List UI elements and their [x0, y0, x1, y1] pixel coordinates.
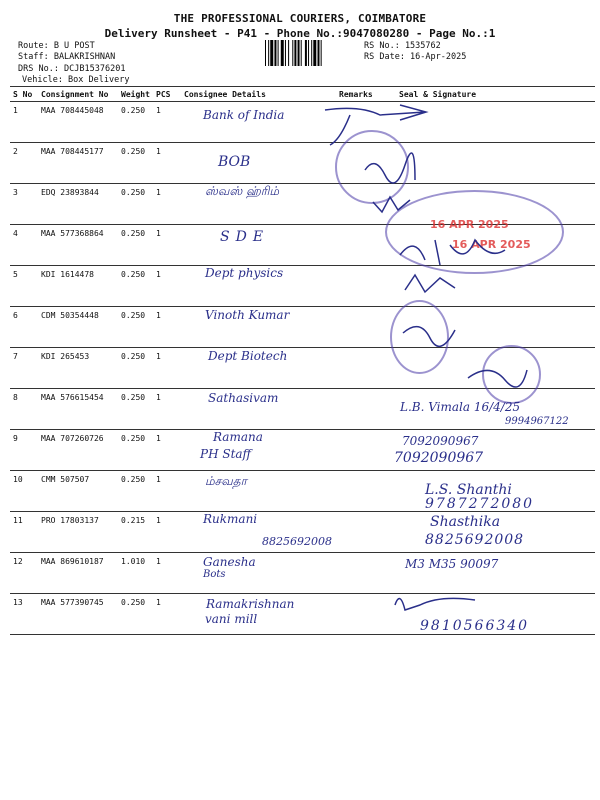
consignee-hw: Ramana	[213, 430, 263, 444]
cell-seal-signature	[396, 102, 595, 143]
cell-consignment: KDI 1614478	[38, 266, 118, 307]
cell-seal-signature	[396, 594, 595, 635]
cell-pcs: 1	[153, 430, 181, 471]
consignee-hw: 8825692008	[262, 535, 332, 548]
cell-consignment: MAA 577368864	[38, 225, 118, 266]
cell-sno: 6	[10, 307, 38, 348]
cell-consignee	[181, 348, 336, 389]
signature-hw: 7092090967	[394, 450, 484, 466]
rs-date: RS Date: 16-Apr-2025	[364, 52, 467, 62]
cell-weight: 0.250	[118, 225, 153, 266]
stamp-date: 16 APR 2025	[452, 238, 531, 251]
col-sno: S No	[10, 87, 38, 102]
table-row	[10, 266, 595, 307]
cell-consignment: KDI 265453	[38, 348, 118, 389]
cell-seal-signature	[396, 348, 595, 389]
cell-weight: 0.250	[118, 143, 153, 184]
cell-consignment: MAA 869610187	[38, 553, 118, 594]
cell-remarks	[336, 266, 396, 307]
table-row	[10, 594, 595, 635]
consignee-hw: Dept Biotech	[208, 349, 288, 363]
table-row	[10, 553, 595, 594]
barcode	[265, 40, 360, 66]
cell-weight: 0.250	[118, 348, 153, 389]
cell-weight: 0.250	[118, 266, 153, 307]
cell-weight: 0.250	[118, 102, 153, 143]
cell-pcs: 1	[153, 348, 181, 389]
cell-sno: 4	[10, 225, 38, 266]
col-consignment: Consignment No	[38, 87, 118, 102]
cell-sno: 8	[10, 389, 38, 430]
cell-consignee	[181, 225, 336, 266]
cell-pcs: 1	[153, 389, 181, 430]
cell-pcs: 1	[153, 512, 181, 553]
table-row	[10, 471, 595, 512]
consignee-hw: vani mill	[205, 612, 258, 626]
signature-hw: 9787272080	[425, 496, 535, 512]
cell-remarks	[336, 225, 396, 266]
cell-weight: 0.250	[118, 307, 153, 348]
cell-weight: 0.250	[118, 389, 153, 430]
table-row	[10, 430, 595, 471]
table-row	[10, 102, 595, 143]
col-remarks: Remarks	[336, 87, 396, 102]
cell-pcs: 1	[153, 266, 181, 307]
cell-remarks	[336, 471, 396, 512]
signature-hw: 9810566340	[420, 618, 530, 634]
signature-hw: M3 M35 90097	[405, 557, 499, 571]
cell-sno: 7	[10, 348, 38, 389]
signature-hw: L.S. Shanthi	[425, 482, 512, 498]
cell-consignee	[181, 143, 336, 184]
cell-weight: 0.215	[118, 512, 153, 553]
cell-remarks	[336, 102, 396, 143]
cell-weight: 0.250	[118, 184, 153, 225]
consignee-hw: Ganesha	[203, 555, 256, 569]
cell-remarks	[336, 553, 396, 594]
company-title: THE PROFESSIONAL COURIERS, COIMBATORE	[173, 12, 427, 25]
cell-consignment: MAA 707260726	[38, 430, 118, 471]
col-weight: Weight	[118, 87, 153, 102]
cell-remarks	[336, 143, 396, 184]
cell-weight: 1.010	[118, 553, 153, 594]
cell-remarks	[336, 184, 396, 225]
cell-sno: 5	[10, 266, 38, 307]
consignee-hw: ம்சவதா	[205, 474, 247, 488]
cell-weight: 0.250	[118, 471, 153, 512]
consignee-hw: Ramakrishnan	[206, 597, 295, 611]
cell-pcs: 1	[153, 553, 181, 594]
cell-pcs: 1	[153, 184, 181, 225]
consignee-hw: Bots	[203, 569, 226, 580]
stamp-date: 16 APR 2025	[430, 218, 509, 231]
signature-hw: 7092090967	[402, 434, 479, 448]
table-row	[10, 184, 595, 225]
cell-remarks	[336, 307, 396, 348]
table-row	[10, 225, 595, 266]
cell-seal-signature	[396, 553, 595, 594]
cell-seal-signature	[396, 430, 595, 471]
cell-consignee	[181, 266, 336, 307]
cell-weight: 0.250	[118, 594, 153, 635]
table-row	[10, 143, 595, 184]
signature-hw: Shasthika	[430, 514, 501, 530]
cell-consignment: CMM 507507	[38, 471, 118, 512]
cell-sno: 12	[10, 553, 38, 594]
cell-sno: 10	[10, 471, 38, 512]
cell-pcs: 1	[153, 594, 181, 635]
cell-consignee	[181, 184, 336, 225]
cell-seal-signature	[396, 225, 595, 266]
cell-seal-signature	[396, 471, 595, 512]
table-header-row	[10, 87, 595, 102]
col-consignee: Consignee Details	[181, 87, 336, 102]
cell-consignment: MAA 708445048	[38, 102, 118, 143]
cell-sno: 3	[10, 184, 38, 225]
cell-seal-signature	[396, 512, 595, 553]
cell-consignee	[181, 471, 336, 512]
consignee-hw: BOB	[218, 154, 251, 170]
cell-sno: 9	[10, 430, 38, 471]
runsheet-table	[10, 86, 595, 635]
signature-hw: L.B. Vimala 16/4/25	[400, 400, 521, 414]
cell-sno: 2	[10, 143, 38, 184]
cell-seal-signature	[396, 184, 595, 225]
cell-seal-signature	[396, 266, 595, 307]
cell-consignment: MAA 576615454	[38, 389, 118, 430]
cell-remarks	[336, 389, 396, 430]
consignee-hw: ஸ்வஸ் ஹ்ரிம்	[205, 184, 280, 198]
route-text: Route: B U POST	[18, 41, 95, 51]
consignee-hw: Sathasivam	[208, 391, 279, 405]
cell-sno: 11	[10, 512, 38, 553]
consignee-hw: Dept physics	[205, 266, 284, 280]
cell-remarks	[336, 430, 396, 471]
cell-consignee	[181, 430, 336, 471]
staff-text: Staff: BALAKRISHNAN	[18, 52, 116, 62]
cell-pcs: 1	[153, 225, 181, 266]
cell-remarks	[336, 348, 396, 389]
rs-number: RS No.: 1535762	[364, 41, 441, 51]
col-pcs: PCS	[153, 87, 181, 102]
consignee-hw: Vinoth Kumar	[205, 308, 290, 322]
cell-pcs: 1	[153, 471, 181, 512]
consignee-hw: PH Staff	[200, 447, 252, 461]
signature-hw: 8825692008	[425, 532, 525, 548]
cell-consignee	[181, 102, 336, 143]
cell-remarks	[336, 512, 396, 553]
consignee-hw: SDE	[220, 229, 270, 245]
drs-number: DRS No.: DCJB15376201	[18, 64, 126, 74]
cell-sno: 1	[10, 102, 38, 143]
cell-pcs: 1	[153, 307, 181, 348]
table-row	[10, 512, 595, 553]
vehicle-text: Vehicle: Box Delivery	[22, 75, 130, 85]
cell-remarks	[336, 594, 396, 635]
cell-consignment: MAA 708445177	[38, 143, 118, 184]
table-row	[10, 307, 595, 348]
cell-consignment: PRO 17803137	[38, 512, 118, 553]
cell-seal-signature	[396, 143, 595, 184]
table-row	[10, 389, 595, 430]
runsheet-subtitle: Delivery Runsheet - P41 - Phone No.:9047080280 - Page No.:1	[104, 27, 496, 40]
table-row	[10, 348, 595, 389]
cell-pcs: 1	[153, 143, 181, 184]
col-seal-signature: Seal & Signature	[396, 87, 595, 102]
consignee-hw: Rukmani	[203, 512, 258, 526]
consignee-hw: Bank of India	[203, 108, 285, 122]
cell-consignee	[181, 307, 336, 348]
cell-seal-signature	[396, 307, 595, 348]
cell-consignee	[181, 512, 336, 553]
cell-sno: 13	[10, 594, 38, 635]
cell-consignment: CDM 50354448	[38, 307, 118, 348]
cell-consignee	[181, 594, 336, 635]
cell-consignee	[181, 553, 336, 594]
cell-consignee	[181, 389, 336, 430]
cell-consignment: EDQ 23893844	[38, 184, 118, 225]
signature-hw: 9994967122	[505, 416, 569, 427]
cell-weight: 0.250	[118, 430, 153, 471]
cell-seal-signature	[396, 389, 595, 430]
cell-consignment: MAA 577390745	[38, 594, 118, 635]
cell-pcs: 1	[153, 102, 181, 143]
